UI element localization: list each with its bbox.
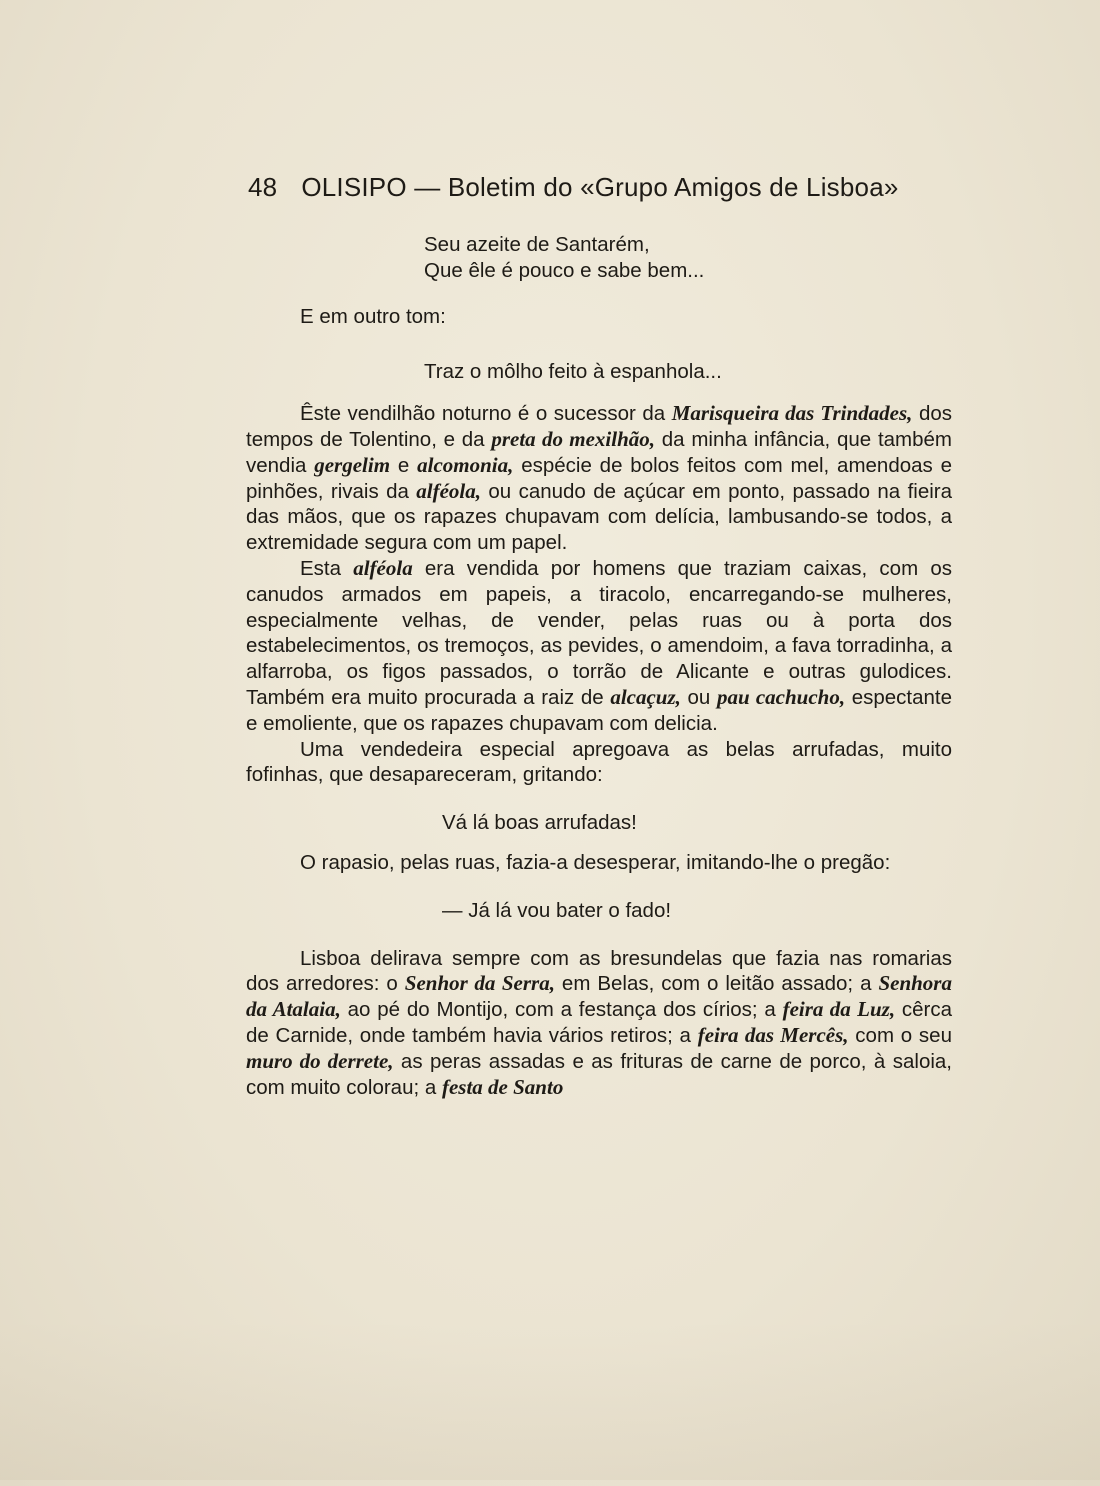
verse-3 <box>246 810 952 836</box>
paragraph-3: Uma vendedeira especial apregoava as belas arrufadas, muito fofinhas, que desapareceram, gritando: <box>246 737 952 787</box>
verse-line: — Já lá vou bater o fado! <box>442 898 672 922</box>
paragraph-5: Lisboa delirava sempre com as bresundelas que fazia nas romarias dos arredores: o Senhor da Serra, em Belas, com o leitão assado; a Senhora da Atalaia, ao pé do Montijo, com a festança dos círios; a feira da Luz, cêrca de Carnide, onde também havia vários retiros; a feira das Mercês, com o seu muro do derrete, as peras assadas e as frituras de carne de porco, à saloia, com muito colorau; a festa de Santo <box>246 946 953 1099</box>
paragraph-4: O rapasio, pelas ruas, fazia-a desesperar, imitando-lhe o pregão: <box>300 850 891 874</box>
running-header <box>248 172 948 203</box>
page-number: 48 <box>248 172 278 202</box>
verse-line: Traz o môlho feito à espanhola... <box>424 360 722 384</box>
journal-title: OLISIPO — Boletim do «Grupo Amigos de Lisboa» <box>301 172 899 202</box>
paragraph-1: Êste vendilhão noturno é o sucessor da Marisqueira das Trindades, dos tempos de Tolentino, e da preta do mexilhão, da minha infância, que também vendia gergelim e alcomonia, espécie de bolos feitos com mel, amendoas e pinhões, rivais da alféola, ou canudo de açúcar em ponto, passado na fieira das mãos, que os rapazes chupavam com delícia, lambusando-se todos, a extremidade segura com um papel. <box>246 401 952 555</box>
verse-line: Vá lá boas arrufadas! <box>442 811 637 835</box>
verse-2 <box>246 359 952 385</box>
verse-1 <box>246 232 952 284</box>
page-body <box>246 232 952 1100</box>
paragraph-2: Esta alféola era vendida por homens que traziam caixas, com os canudos armados em papeis, a tiracolo, encarregando-se mulheres, especialmente velhas, de vender, pelas ruas ou à porta dos estabelecimentos, os tremoços, as pevides, o amendoim, a fava torradinha, a alfarroba, os figos passados, o torrão de Alicante e outras gulodices. Também era muito procurada a raiz de alcaçuz, ou pau cachucho, espectante e emoliente, que os rapazes chupavam com delicia. <box>246 555 953 735</box>
verse-4 <box>246 898 952 924</box>
verse-line: Que êle é pouco e sabe bem... <box>424 258 705 282</box>
verse-intro: E em outro tom: <box>300 304 446 328</box>
verse-line: Seu azeite de Santarém, <box>424 233 650 256</box>
page-bottom-shade <box>0 1320 1100 1480</box>
